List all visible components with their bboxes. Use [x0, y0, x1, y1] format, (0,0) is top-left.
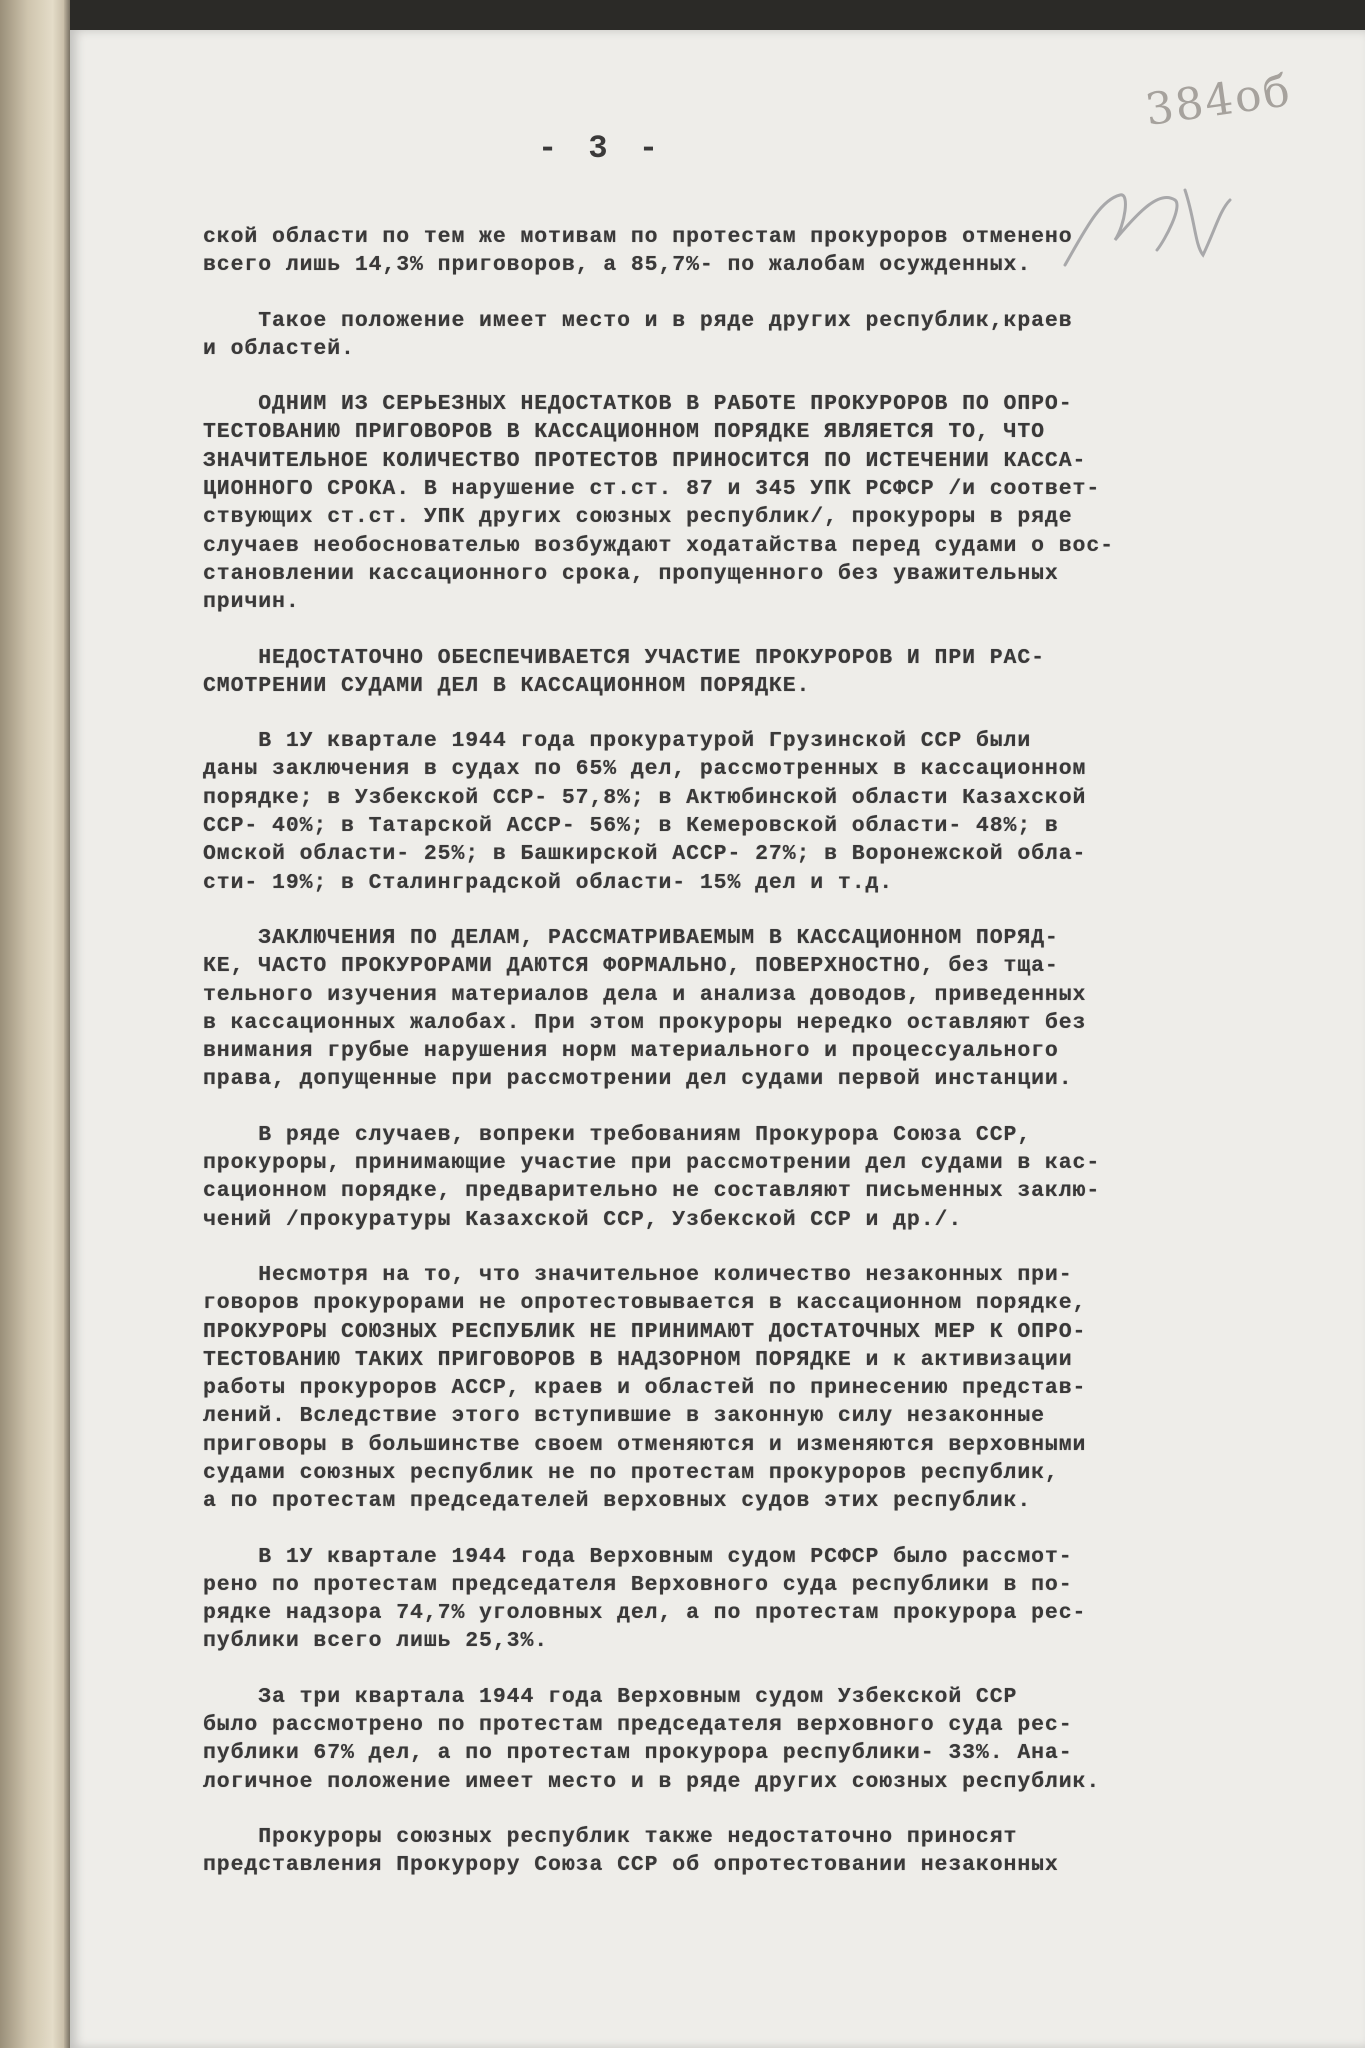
- text-line: причин.: [203, 590, 300, 615]
- document-body: [203, 223, 1313, 1880]
- text-line: ТЕСТОВАНИЮ ТАКИХ ПРИГОВОРОВ В НАДЗОРНОМ ПОРЯДКЕ и к активизации: [203, 1347, 1073, 1372]
- paragraph: [203, 644, 1313, 701]
- page-number: - 3 -: [538, 130, 665, 167]
- text-line: СМОТРЕНИИ СУДАМИ ДЕЛ В КАССАЦИОННОМ ПОРЯДКЕ.: [203, 673, 811, 698]
- text-line: всего лишь 14,3% приговоров, а 85,7%- по жалобам осужденных.: [203, 253, 1032, 278]
- paragraph: [203, 390, 1313, 616]
- text-line: Несмотря на то, что значительное количество незаконных при-: [203, 1262, 1073, 1287]
- text-line: даны заключения в судах по 65% дел, рассмотренных в кассационном: [203, 757, 1087, 782]
- text-line: логичное положение имеет место и в ряде других союзных республик.: [203, 1769, 1101, 1794]
- text-line: говоров прокурорами не опротестовывается в кассационном порядке,: [203, 1291, 1087, 1316]
- text-line: публики 67% дел, а по протестам прокурора республики- 33%. Ана-: [203, 1741, 1073, 1766]
- text-line: прокуроры, принимающие участие при рассмотрении дел судами в кас-: [203, 1151, 1101, 1176]
- text-line: внимания грубые нарушения норм материального и процессуального: [203, 1039, 1059, 1064]
- paragraph: [203, 1261, 1313, 1516]
- text-line: становлении кассационного срока, пропущенного без уважительных: [203, 561, 1059, 586]
- paragraph: [203, 223, 1313, 280]
- paragraph-gap: [203, 280, 1313, 307]
- paragraph: [203, 1683, 1313, 1796]
- binding-edge: [0, 0, 70, 2048]
- text-line: лений. Вследствие этого вступившие в законную силу незаконные: [203, 1404, 1045, 1429]
- text-line: Такое положение имеет место и в ряде других республик,краев: [203, 308, 1073, 333]
- text-line: ЦИОННОГО СРОКА. В нарушение ст.ст. 87 и 345 УПК РСФСР /и соответ-: [203, 477, 1101, 502]
- text-line: ЗНАЧИТЕЛЬНОЕ КОЛИЧЕСТВО ПРОТЕСТОВ ПРИНОСИТСЯ ПО ИСТЕЧЕНИИ КАССА-: [203, 448, 1087, 473]
- text-line: ТЕСТОВАНИЮ ПРИГОВОРОВ В КАССАЦИОННОМ ПОРЯДКЕ ЯВЛЯЕТСЯ ТО, ЧТО: [203, 420, 1045, 445]
- archive-sheet-number: 384об: [1142, 65, 1295, 136]
- text-line: было рассмотрено по протестам председателя верховного суда рес-: [203, 1713, 1073, 1738]
- paragraph-gap: [203, 897, 1313, 924]
- text-line: КЕ, ЧАСТО ПРОКУРОРАМИ ДАЮТСЯ ФОРМАЛЬНО, ПОВЕРХНОСТНО, без тща-: [203, 954, 1059, 979]
- text-line: В 1У квартале 1944 года Верховным судом РСФСР было рассмот-: [203, 1544, 1073, 1569]
- text-line: судами союзных республик не по протестам прокуроров республик,: [203, 1460, 1059, 1485]
- paragraph: [203, 1543, 1313, 1656]
- paragraph: [203, 307, 1313, 364]
- text-line: За три квартала 1944 года Верховным судом Узбекской ССР: [203, 1684, 1018, 1709]
- text-line: ствующих ст.ст. УПК других союзных республик/, прокуроры в ряде: [203, 505, 1073, 530]
- paragraph-gap: [203, 700, 1313, 727]
- paragraph-gap: [203, 1516, 1313, 1543]
- text-line: Прокуроры союзных республик также недостаточно приносят: [203, 1824, 1018, 1849]
- text-line: ЗАКЛЮЧЕНИЯ ПО ДЕЛАМ, РАССМАТРИВАЕМЫМ В КАССАЦИОННОМ ПОРЯД-: [203, 925, 1059, 950]
- paragraph-gap: [203, 1234, 1313, 1261]
- paragraph: [203, 924, 1313, 1094]
- text-line: рядке надзора 74,7% уголовных дел, а по протестам прокурора рес-: [203, 1601, 1087, 1626]
- paragraph: [203, 1121, 1313, 1234]
- paragraph-gap: [203, 617, 1313, 644]
- paragraph: [203, 1823, 1313, 1880]
- text-line: случаев необоснователью возбуждают ходатайства перед судами о вос-: [203, 533, 1114, 558]
- text-line: ПРОКУРОРЫ СОЮЗНЫХ РЕСПУБЛИК НЕ ПРИНИМАЮТ ДОСТАТОЧНЫХ МЕР К ОПРО-: [203, 1319, 1087, 1344]
- paragraph: [203, 727, 1313, 897]
- text-line: работы прокуроров АССР, краев и областей по принесению представ-: [203, 1376, 1087, 1401]
- text-line: права, допущенные при рассмотрении дел судами первой инстанции.: [203, 1067, 1073, 1092]
- text-line: порядке; в Узбекской ССР- 57,8%; в Актюбинской области Казахской: [203, 785, 1087, 810]
- text-line: представления Прокурору Союза ССР об опротестовании незаконных: [203, 1853, 1059, 1878]
- text-line: ской области по тем же мотивам по протестам прокуроров отменено: [203, 225, 1073, 249]
- text-line: публики всего лишь 25,3%.: [203, 1629, 549, 1654]
- text-line: сти- 19%; в Сталинградской области- 15% дел и т.д.: [203, 870, 894, 895]
- paragraph-gap: [203, 363, 1313, 390]
- text-line: НЕДОСТАТОЧНО ОБЕСПЕЧИВАЕТСЯ УЧАСТИЕ ПРОКУРОРОВ И ПРИ РАС-: [203, 645, 1045, 670]
- text-line: Омской области- 25%; в Башкирской АССР- 27%; в Воронежской обла-: [203, 842, 1087, 867]
- text-line: рено по протестам председателя Верховного суда республики в по-: [203, 1572, 1073, 1597]
- text-line: чений /прокуратуры Казахской ССР, Узбекской ССР и др./.: [203, 1207, 963, 1232]
- paragraph-gap: [203, 1656, 1313, 1683]
- text-line: В ряде случаев, вопреки требованиям Прокурора Союза ССР,: [203, 1122, 1032, 1147]
- text-line: ОДНИМ ИЗ СЕРЬЕЗНЫХ НЕДОСТАТКОВ В РАБОТЕ ПРОКУРОРОВ ПО ОПРО-: [203, 392, 1073, 417]
- text-line: и областей.: [203, 336, 355, 361]
- text-line: ССР- 40%; в Татарской АССР- 56%; в Кемеровской области- 48%; в: [203, 814, 1059, 839]
- paragraph-gap: [203, 1796, 1313, 1823]
- text-line: тельного изучения материалов дела и анализа доводов, приведенных: [203, 982, 1087, 1007]
- text-line: сационном порядке, предварительно не составляют письменных заклю-: [203, 1179, 1101, 1204]
- text-line: в кассационных жалобах. При этом прокуроры нередко оставляют без: [203, 1010, 1087, 1035]
- text-line: В 1У квартале 1944 года прокуратурой Грузинской ССР были: [203, 729, 1032, 754]
- text-line: а по протестам председателей верховных судов этих республик.: [203, 1489, 1032, 1514]
- paragraph-gap: [203, 1094, 1313, 1121]
- text-line: приговоры в большинстве своем отменяются и изменяются верховными: [203, 1432, 1087, 1457]
